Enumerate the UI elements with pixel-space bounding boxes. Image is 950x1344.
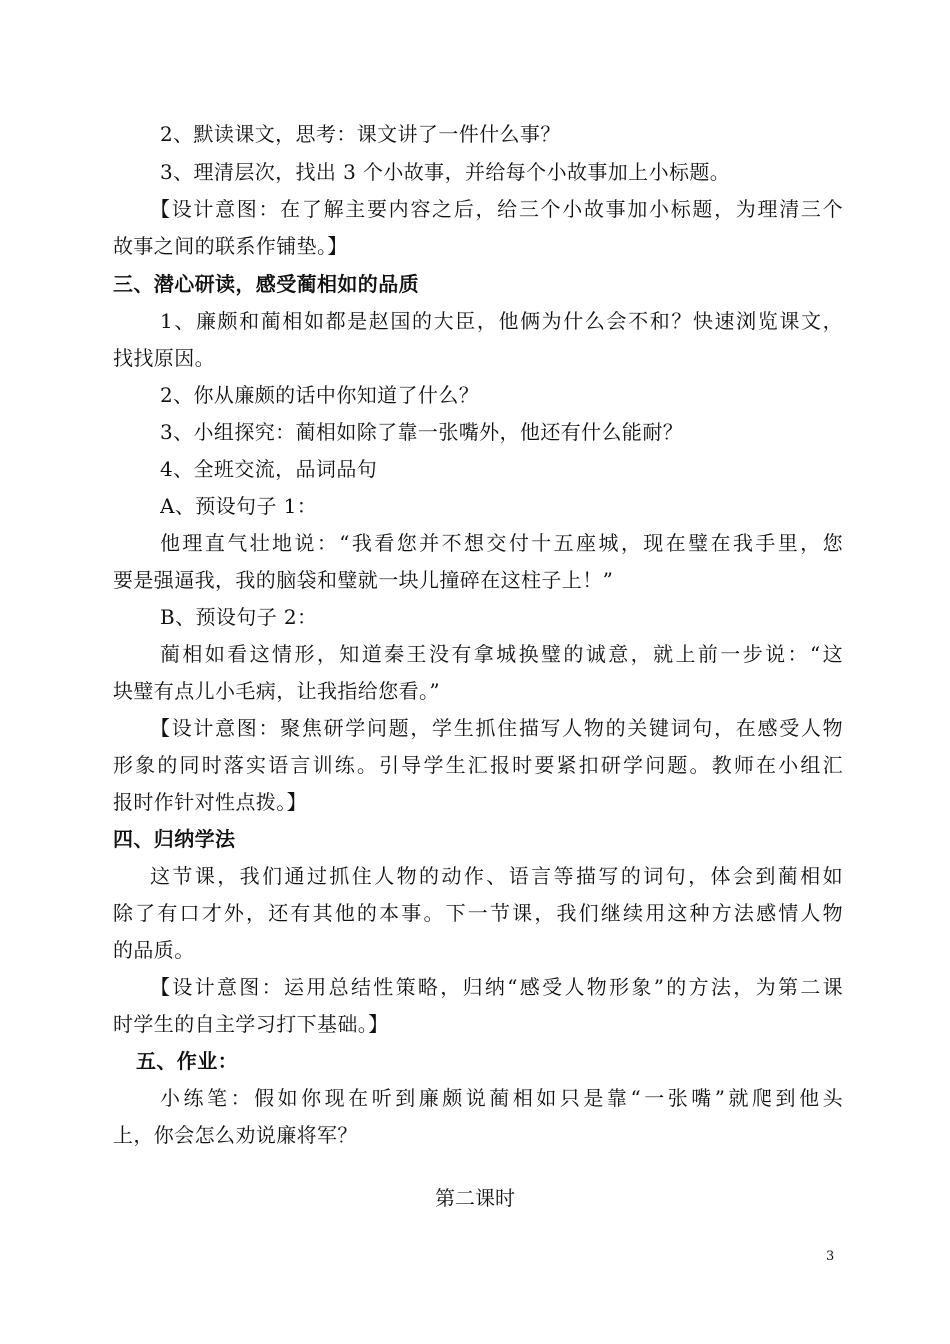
section-heading-3: 三、潜心研读，感受蔺相如的品质: [113, 272, 419, 296]
text-line: 上，你会怎么劝说廉将军？: [113, 1123, 358, 1147]
text-line: 这节课，我们通过抓住人物的动作、语言等描写的词句，体会到蔺相如: [150, 864, 843, 888]
quote-line: 蔺相如看这情形，知道秦王没有拿城换璧的诚意，就上前一步说：“这: [160, 642, 843, 666]
design-intent-line: 形象的同时落实语言训练。引导学生汇报时要紧扣研学问题。教师在小组汇: [113, 753, 843, 777]
text-line: B、预设句子 2：: [160, 605, 318, 629]
text-line: 小练笔：假如你现在听到廉颇说蔺相如只是靠“一张嘴”就爬到他头: [160, 1086, 843, 1110]
quote-line: 要是强逼我，我的脑袋和璧就一块儿撞碎在这柱子上！”: [113, 568, 614, 592]
design-intent-line: 【设计意图：在了解主要内容之后，给三个小故事加小标题，为理清三个: [150, 197, 843, 221]
section-heading-4: 四、归纳学法: [113, 827, 236, 851]
text-line: 3、小组探究：蔺相如除了靠一张嘴外，他还有什么能耐？: [160, 420, 684, 444]
text-line: 除了有口才外，还有其他的本事。下一节课，我们继续用这种方法感情人物: [113, 901, 843, 925]
section-heading-5: 五、作业：: [136, 1049, 238, 1073]
design-intent-line: 时学生的自主学习打下基础。】: [113, 1012, 389, 1036]
page-number: 3: [826, 1249, 835, 1264]
text-line: 的品质。: [113, 938, 195, 962]
text-line: 1、廉颇和蔺相如都是赵国的大臣，他俩为什么会不和？快速浏览课文，: [160, 309, 843, 333]
text-line: 4、全班交流，品词品句: [160, 457, 378, 481]
quote-line: 块璧有点儿小毛病，让我指给您看。”: [113, 679, 441, 703]
design-intent-line: 故事之间的联系作铺垫。】: [113, 234, 348, 258]
quote-line: 他理直气壮地说：“我看您并不想交付十五座城，现在璧在我手里，您: [160, 531, 843, 555]
text-line: 2、默读课文，思考：课文讲了一件什么事？: [160, 122, 561, 146]
text-line: A、预设句子 1：: [160, 494, 318, 518]
text-line: 3、理清层次，找出 3 个小故事，并给每个小故事加上小标题。: [160, 160, 731, 184]
text-line: 2、你从廉颇的话中你知道了什么？: [160, 383, 480, 407]
text-line: 找找原因。: [113, 346, 215, 370]
section-title: 第二课时: [435, 1186, 515, 1210]
design-intent-line: 【设计意图：聚焦研学问题，学生抓住描写人物的关键词句，在感受人物: [150, 716, 843, 740]
design-intent-line: 【设计意图：运用总结性策略，归纳“感受人物形象”的方法，为第二课: [150, 975, 843, 999]
design-intent-line: 报时作针对性点拨。】: [113, 790, 307, 814]
